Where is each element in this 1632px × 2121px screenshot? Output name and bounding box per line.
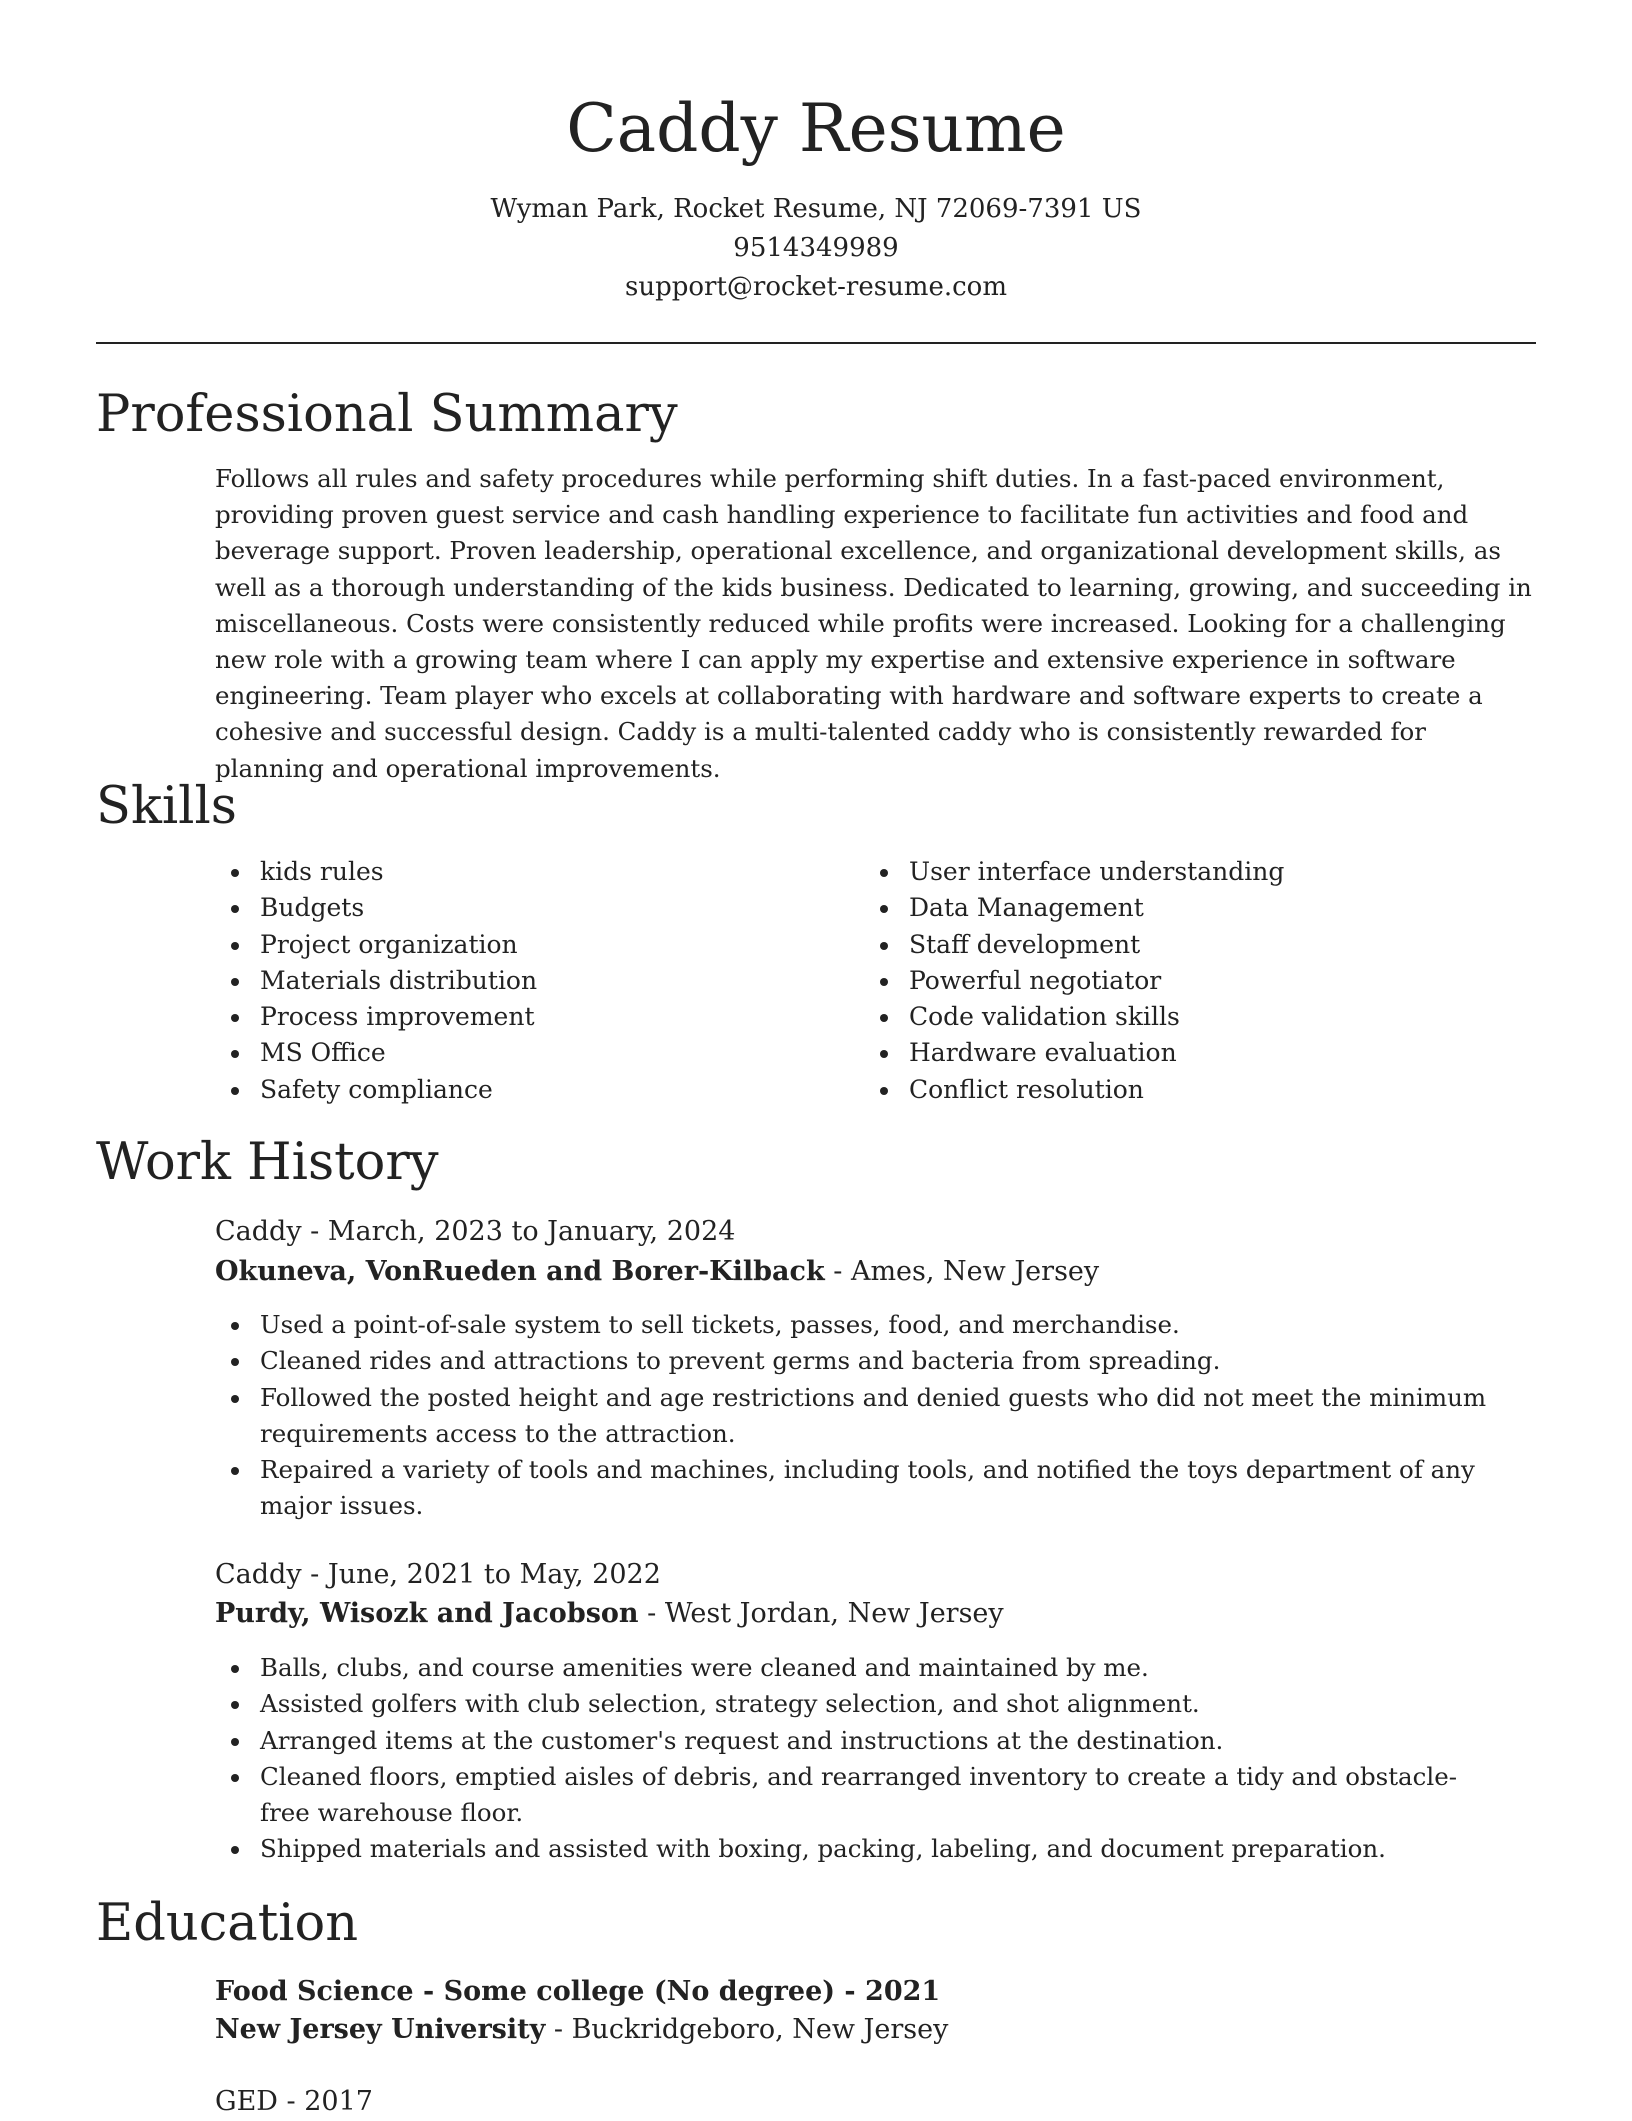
job-title-line [215,1213,735,1251]
education-degree: GED - 2017 [215,2086,373,2117]
skill-item: Hardware evaluation [864,1035,1504,1071]
skills-list-left [215,854,815,1108]
job-duty: Used a point-of-sale system to sell tickets, passes, food, and merchandise. [215,1307,1505,1343]
job-duty: Arranged items at the customer's request and instructions at the destination. [215,1723,1505,1759]
contact-address: Wyman Park, Rocket Resume, NJ 72069-7391 US [490,194,1142,224]
contact-phone: 9514349989 [733,233,899,263]
job-duty: Cleaned floors, emptied aisles of debris, and rearranged inventory to create a tidy and obstacle-free warehouse floor. [215,1759,1505,1832]
skill-item: Safety compliance [215,1072,815,1108]
job-location: - West Jordan, New Jersey [638,1598,1004,1629]
work-history-heading: Work History [96,1133,439,1192]
job-duty: Cleaned rides and attractions to prevent germs and bacteria from spreading. [215,1343,1505,1379]
job-dates: - June, 2021 to May, 2022 [301,1559,661,1590]
skills-heading: Skills [96,777,237,836]
job-duty: Followed the posted height and age restrictions and denied guests who did not meet the minimum requirements access to the attraction. [215,1380,1505,1453]
skill-item: Materials distribution [215,963,815,999]
skill-item: Code validation skills [864,999,1504,1035]
job-position: Caddy [215,1559,302,1590]
skill-item: MS Office [215,1035,815,1071]
job-duty: Shipped materials and assisted with boxing, packing, labeling, and document preparation. [215,1831,1505,1867]
education-school: New Jersey University [215,2014,546,2045]
job-duties-list [215,1650,1505,1868]
job-dates: - March, 2023 to January, 2024 [301,1216,736,1247]
skills-list-right [864,854,1504,1108]
job-company: Okuneva, VonRueden and Borer-Kilback [215,1256,825,1287]
education-heading: Education [96,1894,359,1953]
contact-email: support@rocket-resume.com [624,272,1007,302]
job-duties-list [215,1307,1505,1525]
job-duty: Balls, clubs, and course amenities were cleaned and maintained by me. [215,1650,1505,1686]
skill-item: Budgets [215,890,815,926]
resume-name: Caddy Resume [566,90,1066,167]
skill-item: Conflict resolution [864,1072,1504,1108]
job-duty: Repaired a variety of tools and machines, including tools, and notified the toys department of any major issues. [215,1452,1505,1525]
skill-item: Staff development [864,927,1504,963]
skill-item: User interface understanding [864,854,1504,890]
job-company: Purdy, Wisozk and Jacobson [215,1598,639,1629]
job-title-line [215,1556,661,1594]
education-degree: Food Science - Some college (No degree) - 2021 [215,1976,941,2007]
job-location: - Ames, New Jersey [824,1256,1100,1287]
job-duty: Assisted golfers with club selection, strategy selection, and shot alignment. [215,1686,1505,1722]
summary-text: Follows all rules and safety procedures while performing shift duties. In a fast-paced environment, providing proven guest service and cash handling experience to facilitate fun activities and food and beverage support. Proven leadership, operational excellence, and organizational development skills, as well as a thorough understanding of the kids business. Dedicated to learning, growing, and succeeding in miscellaneous. Costs were consistently reduced while profits were increased. Looking for a challenging new role with a growing team where I can apply my expertise and extensive experience in software engineering. Team player who excels at collaborating with hardware and software experts to create a cohesive and successful design. Caddy is a multi-talented caddy who is consistently rewarded for planning and operational improvements. [215,464,1532,783]
skill-item: Process improvement [215,999,815,1035]
summary-heading: Professional Summary [96,385,678,444]
skill-item: Powerful negotiator [864,963,1504,999]
job-company-line [215,1595,1004,1633]
header-divider [96,342,1536,344]
skill-item: kids rules [215,854,815,890]
education-school-line [215,2011,948,2049]
skill-item: Project organization [215,927,815,963]
skill-item: Data Management [864,890,1504,926]
education-location: - Buckridgeboro, New Jersey [545,2014,949,2045]
job-position: Caddy [215,1216,302,1247]
job-company-line [215,1253,1099,1291]
